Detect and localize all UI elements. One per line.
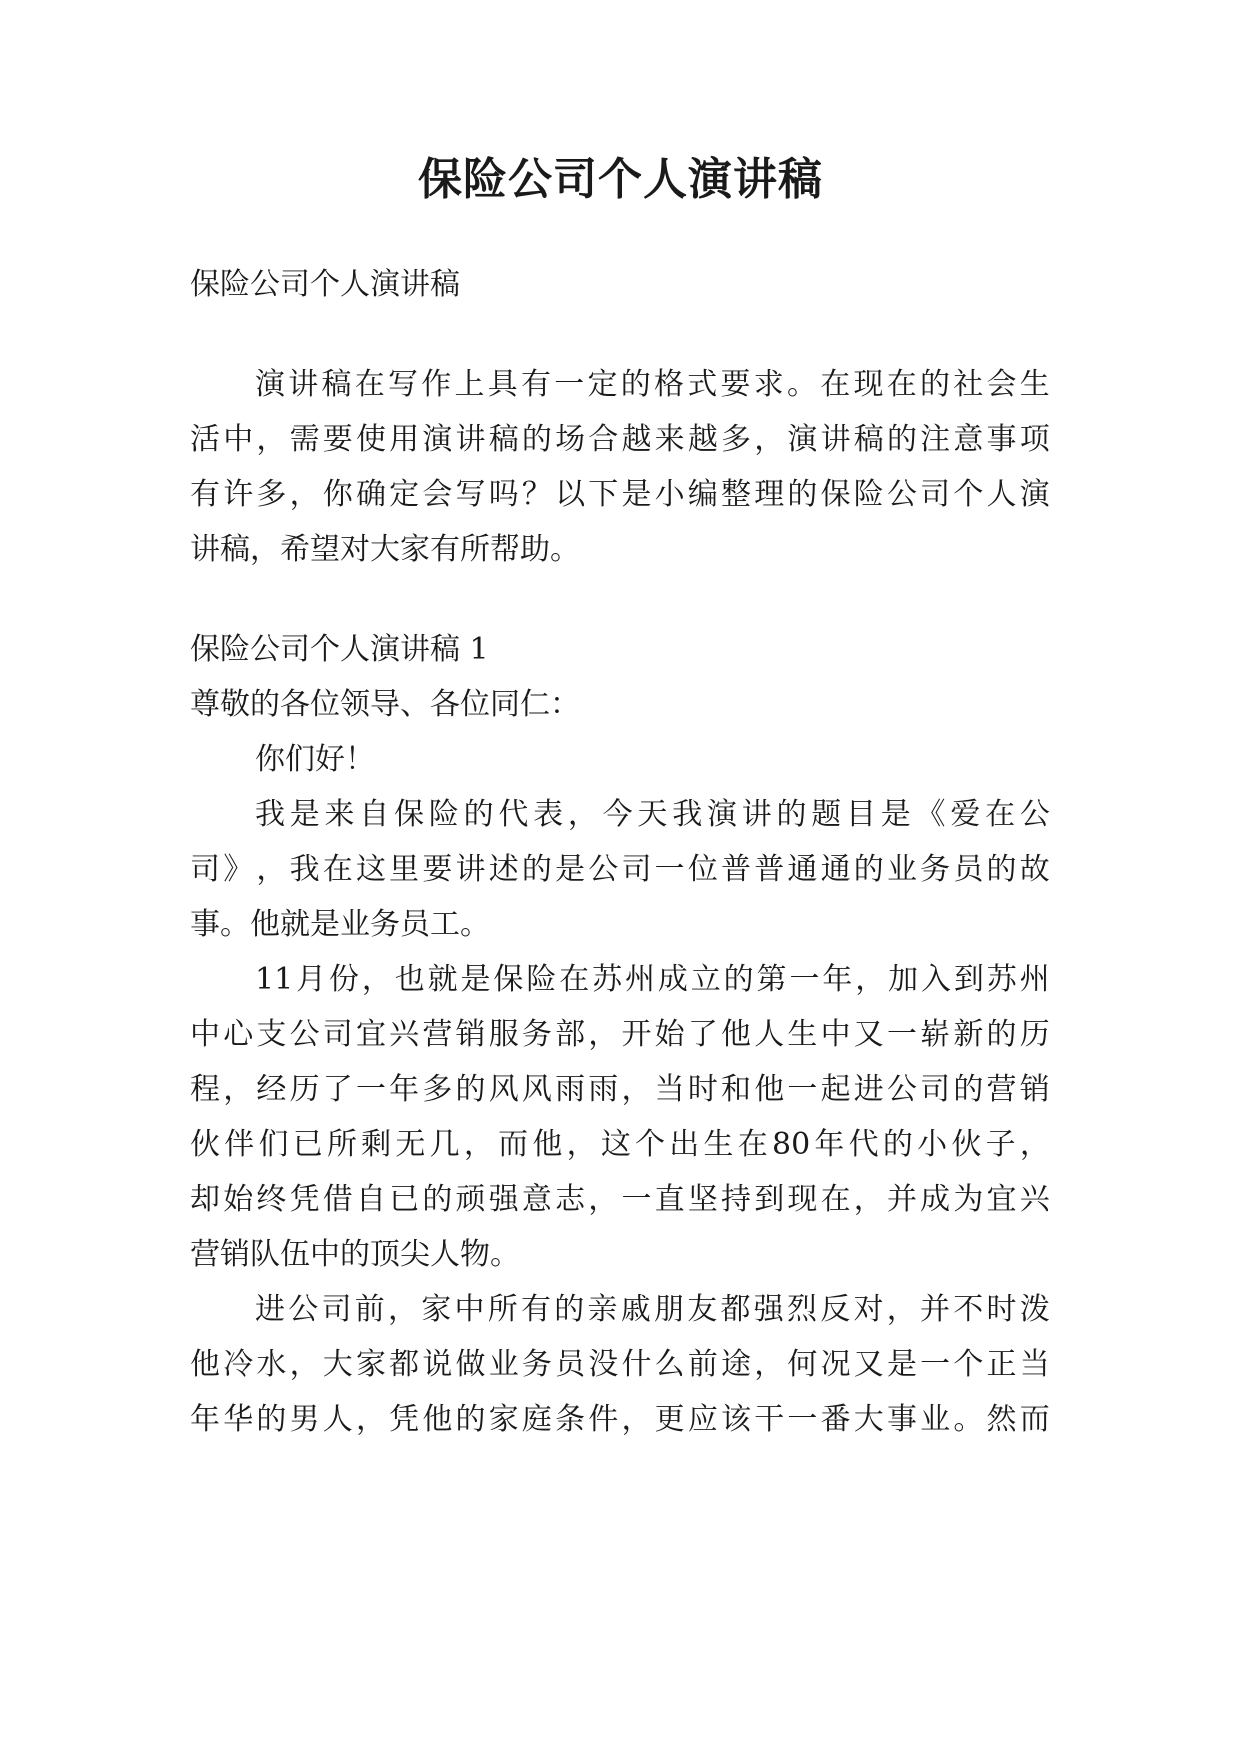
salutation: 尊敬的各位领导、各位同仁： [190, 687, 580, 722]
para1-line-2: 司 》 ， 我 在 这 里 要 讲 述 的 是 公 司 一 位 普 普 通 通 的 业 务 员 的 故 [190, 852, 1050, 887]
intro-line-4: 讲稿，希望对大家有所帮助。 [190, 532, 580, 567]
intro-line-1: 演 讲 稿 在 写 作 上 具 有 一 定 的 格 式 要 求 。 在 现 在 的 社 会 生 [255, 367, 1050, 402]
document-title: 保险公司个人演讲稿 [418, 154, 823, 205]
document-subtitle: 保险公司个人演讲稿 [190, 267, 460, 302]
para2-line-5: 却 始 终 凭 借 自 已 的 顽 强 意 志 ， 一 直 坚 持 到 现 在 ， 并 成 为 宜 兴 [190, 1182, 1050, 1217]
para2-line-1: 11 月 份 ， 也 就 是 保 险 在 苏 州 成 立 的 第 一 年 ， 加 入 到 苏 州 [255, 962, 1050, 997]
para3-line-2: 他 冷 水 ， 大 家 都 说 做 业 务 员 没 什 么 前 途 ， 何 况 又 是 一 个 正 当 [190, 1347, 1050, 1382]
intro-line-2: 活 中 ， 需 要 使 用 演 讲 稿 的 场 合 越 来 越 多 ， 演 讲 稿 的 注 意 事 项 [190, 422, 1050, 457]
intro-line-3: 有 许 多 ， 你 确 定 会 写 吗 ？ 以 下 是 小 编 整 理 的 保 险 公 司 个 人 演 [190, 477, 1050, 512]
greeting: 你们好！ [255, 742, 375, 777]
para2-line-4: 伙 伴 们 已 所 剩 无 几 ， 而 他 ， 这 个 出 生 在 80 年 代 的 小 伙 子 ， [190, 1127, 1050, 1162]
para1-line-3: 事。他就是业务员工。 [190, 907, 490, 942]
para2-line-6: 营销队伍中的顶尖人物。 [190, 1237, 520, 1272]
para2-line-2: 中 心 支 公 司 宜 兴 营 销 服 务 部 ， 开 始 了 他 人 生 中 又 一 崭 新 的 历 [190, 1017, 1050, 1052]
section-title: 保险公司个人演讲稿 1 [190, 632, 489, 667]
para3-line-1: 进 公 司 前 ， 家 中 所 有 的 亲 戚 朋 友 都 强 烈 反 对 ， 并 不 时 泼 [255, 1292, 1050, 1327]
para1-line-1: 我 是 来 自 保 险 的 代 表 ， 今 天 我 演 讲 的 题 目 是 《 爱 在 公 [255, 797, 1050, 832]
para2-line-3: 程 ， 经 历 了 一 年 多 的 风 风 雨 雨 ， 当 时 和 他 一 起 进 公 司 的 营 销 [190, 1072, 1050, 1107]
para3-line-3: 年 华 的 男 人 ， 凭 他 的 家 庭 条 件 ， 更 应 该 干 一 番 大 事 业 。 然 而 [190, 1402, 1050, 1437]
